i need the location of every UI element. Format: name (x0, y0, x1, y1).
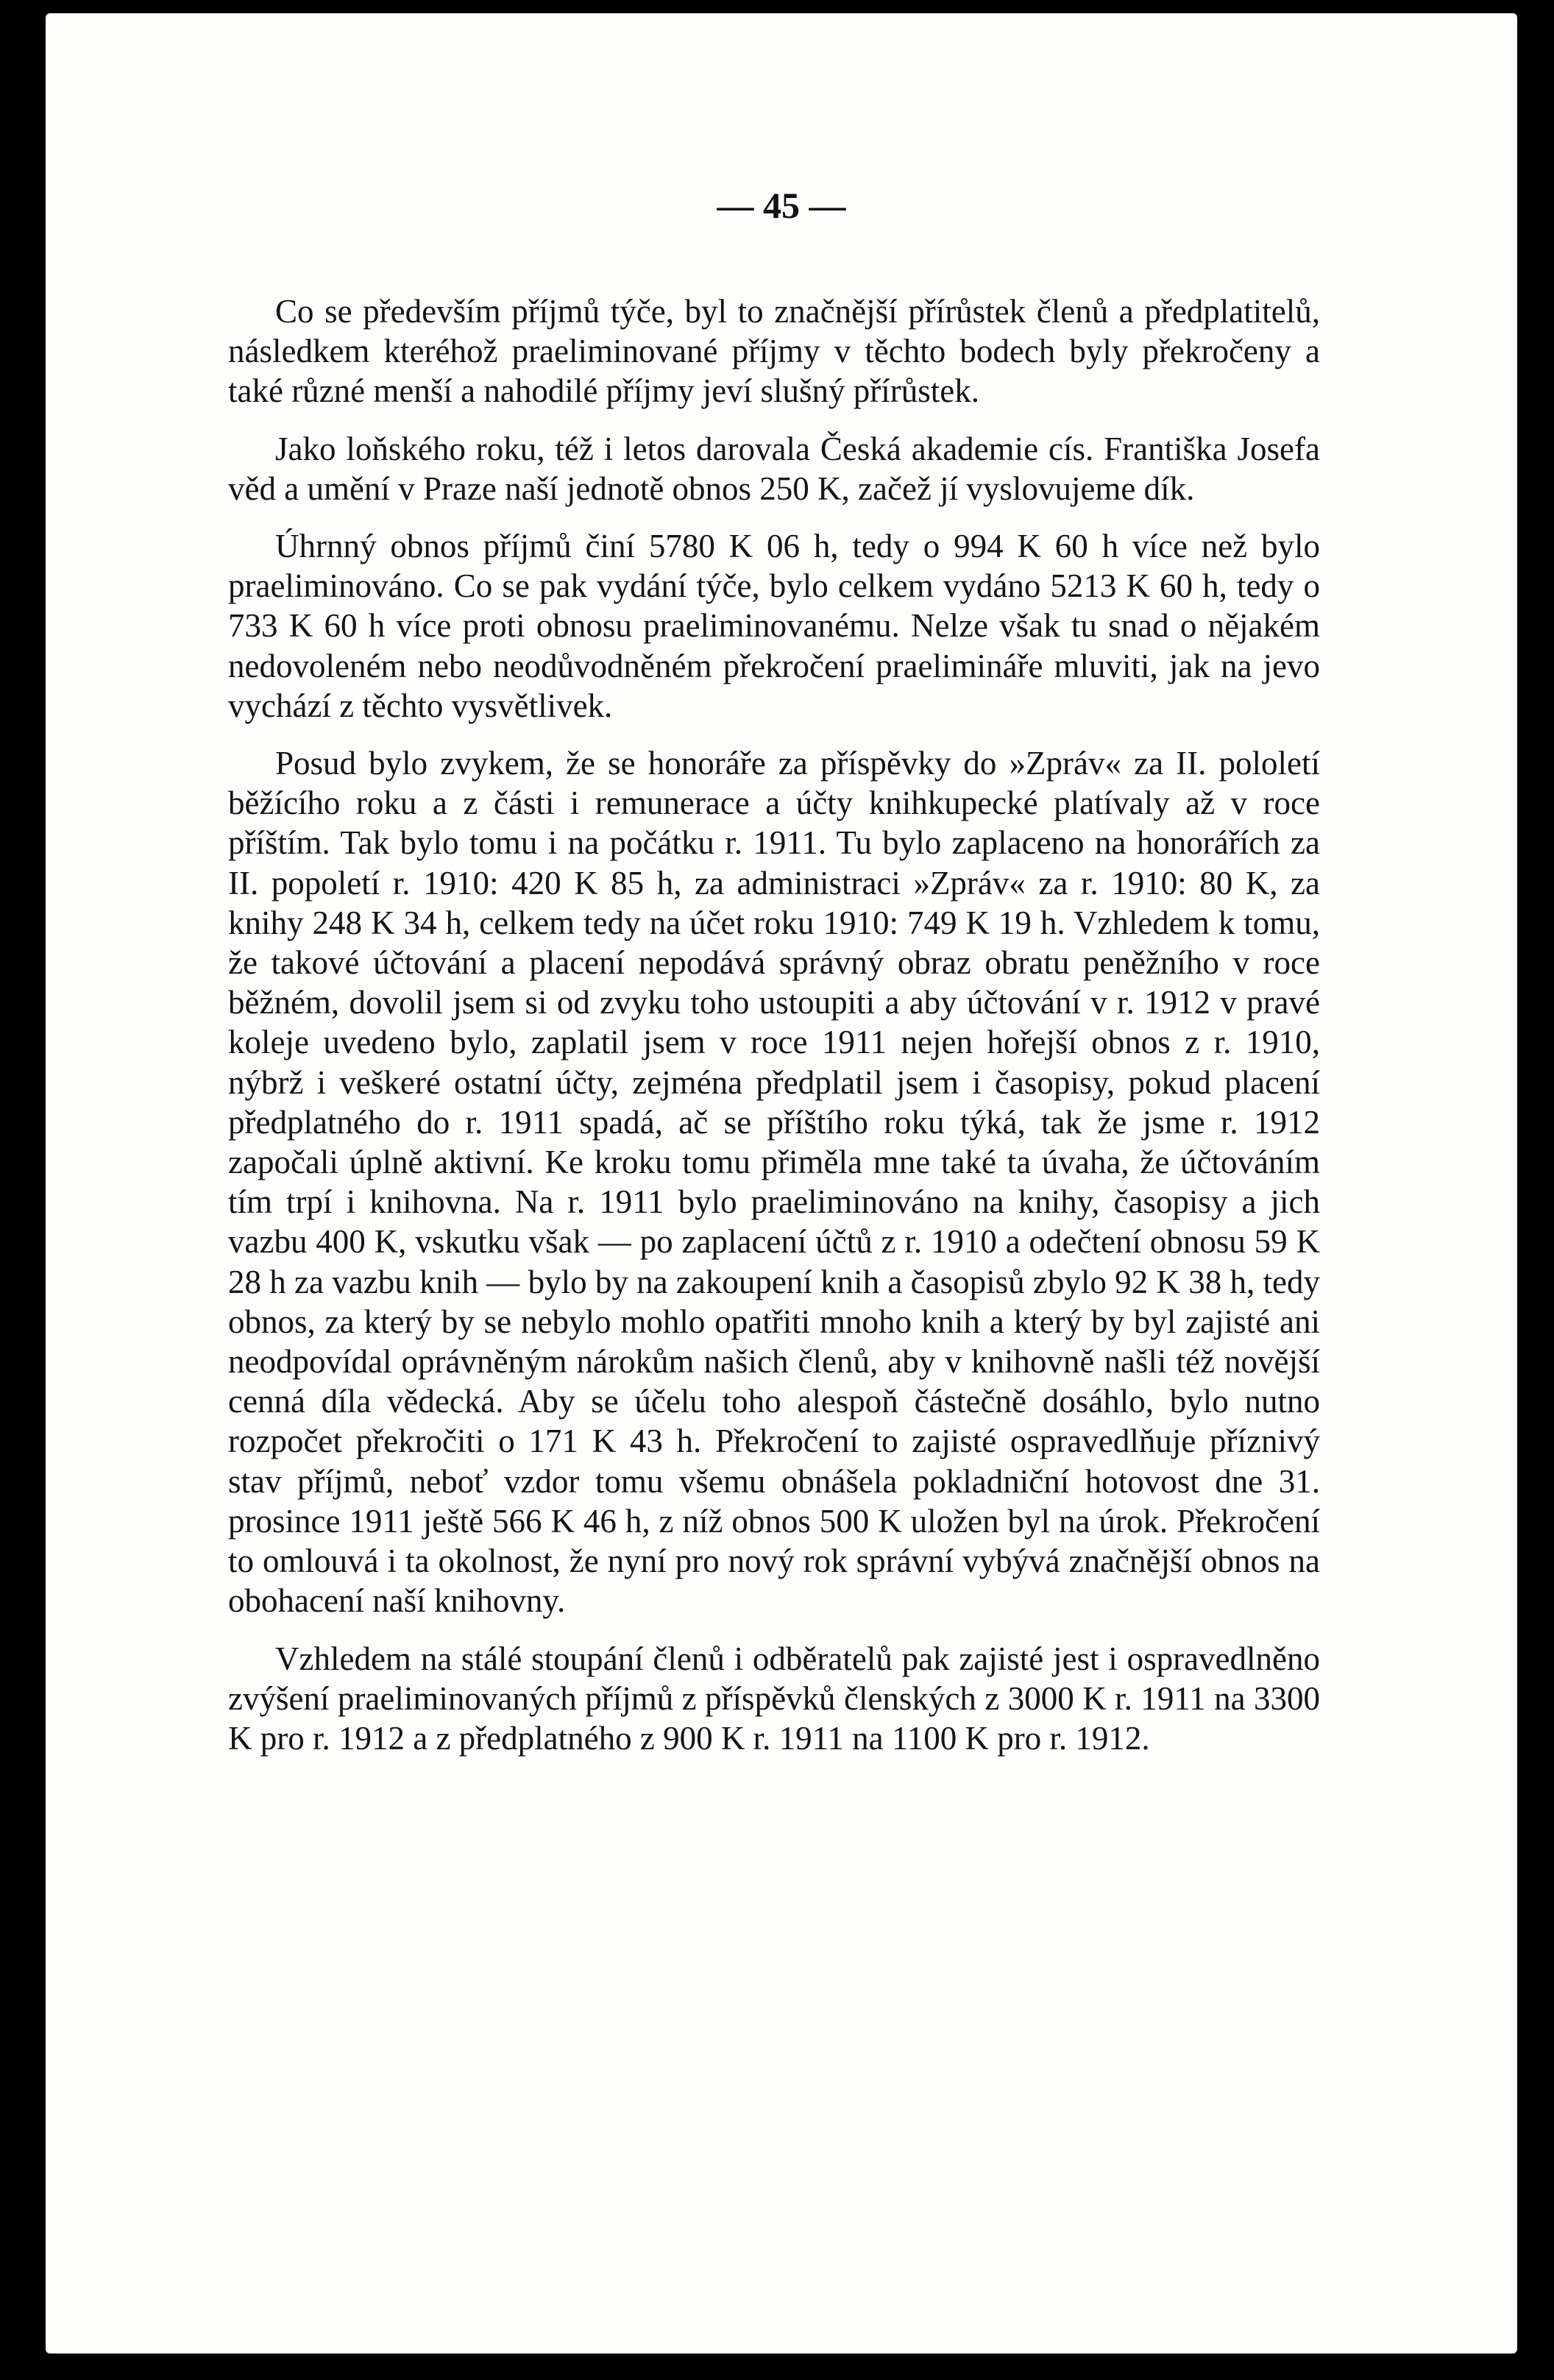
page-number: — 45 — (717, 185, 846, 226)
body-text (228, 291, 1320, 1776)
paragraph-accounting: Posud bylo zvykem, že se honoráře za příspěvky do »Zpráv« za II. pololetí běžícího roku a z části i remunerace a účty knihkupecké platívaly až v roce příštím. Tak bylo tomu i na počátku r. 1911. Tu bylo zaplaceno na honorářích za II. popoletí r. 1910: 420 K 85 h, za administraci »Zpráv« za r. 1910: 80 K, za knihy 248 K 34 h, celkem tedy na účet roku 1910: 749 K 19 h. Vzhledem k tomu, že takové účtování a placení nepodává správný obraz obratu peněžního v roce běžném, dovolil jsem si od zvyku toho ustoupiti a aby účtování v r. 1912 v pravé koleje uvedeno bylo, zaplatil jsem v roce 1911 nejen hořejší obnos z r. 1910, nýbrž i veškeré ostatní účty, zejména předplatil jsem i časopisy, pokud placení předplatného do r. 1911 spadá, ač se příštího roku týká, tak že jsme r. 1912 započali úplně aktivní. Ke kroku tomu přiměla mne také ta úvaha, že účtováním tím trpí i knihovna. Na r. 1911 bylo praeliminováno na knihy, časopisy a jich vazbu 400 K, vskutku však — po zaplacení účtů z r. 1910 a odečtení obnosu 59 K 28 h za vazbu knih — bylo by na zakoupení knih a časopisů zbylo 92 K 38 h, tedy obnos, za který by se nebylo mohlo opatřiti mnoho knih a který by byl zajisté ani neodpovídal oprávněným nárokům našich členů, aby v knihovně našli též novější cenná díla vědecká. Aby se účelu toho alespoň částečně dosáhlo, bylo nutno rozpočet překročiti o 171 K 43 h. Překročení to zajisté ospravedlňuje příznivý stav příjmů, neboť vzdor tomu všemu obnášela pokladniční hotovost dne 31. prosince 1911 ještě 566 K 46 h, z níž obnos 500 K uložen byl na úrok. Překročení to omlouvá i ta okolnost, že nyní pro nový rok správní vybývá značnější obnos na obohacení naší knihovny. (228, 745, 1320, 1620)
paragraph-totals: Úhrnný obnos příjmů činí 5780 K 06 h, tedy o 994 K 60 h více než bylo praeliminováno. Co se pak vydání týče, bylo celkem vydáno 5213 K 60 h, tedy o 733 K 60 h více proti obnosu praeliminovanému. Nelze však tu snad o nějakém nedovoleném nebo neodůvodněném překročení praelimináře mluviti, jak na jevo vychází z těchto vysvětlivek. (228, 528, 1320, 724)
scan-border (1517, 0, 1554, 2380)
paragraph-academy-donation: Jako loňského roku, též i letos darovala Česká akademie cís. Františka Josefa věd a umění v Praze naší jednotě obnos 250 K, začež jí vyslovujeme dík. (228, 430, 1320, 507)
paragraph-increase: Vzhledem na stálé stoupání členů i odběratelů pak zajisté jest i ospravedlněno zvýšení praeliminovaných příjmů z příspěvků členských z 3000 K r. 1911 na 3300 K pro r. 1912 a z předplatného z 900 K r. 1911 na 1100 K pro r. 1912. (228, 1640, 1320, 1757)
paragraph-income: Co se především příjmů týče, byl to značnější přírůstek členů a předplatitelů, následkem kteréhož praeliminované příjmy v těchto bodech byly překročeny a také různé menší a nahodilé příjmy jeví slušný přírůstek. (228, 293, 1320, 410)
book-page (46, 13, 1517, 2354)
